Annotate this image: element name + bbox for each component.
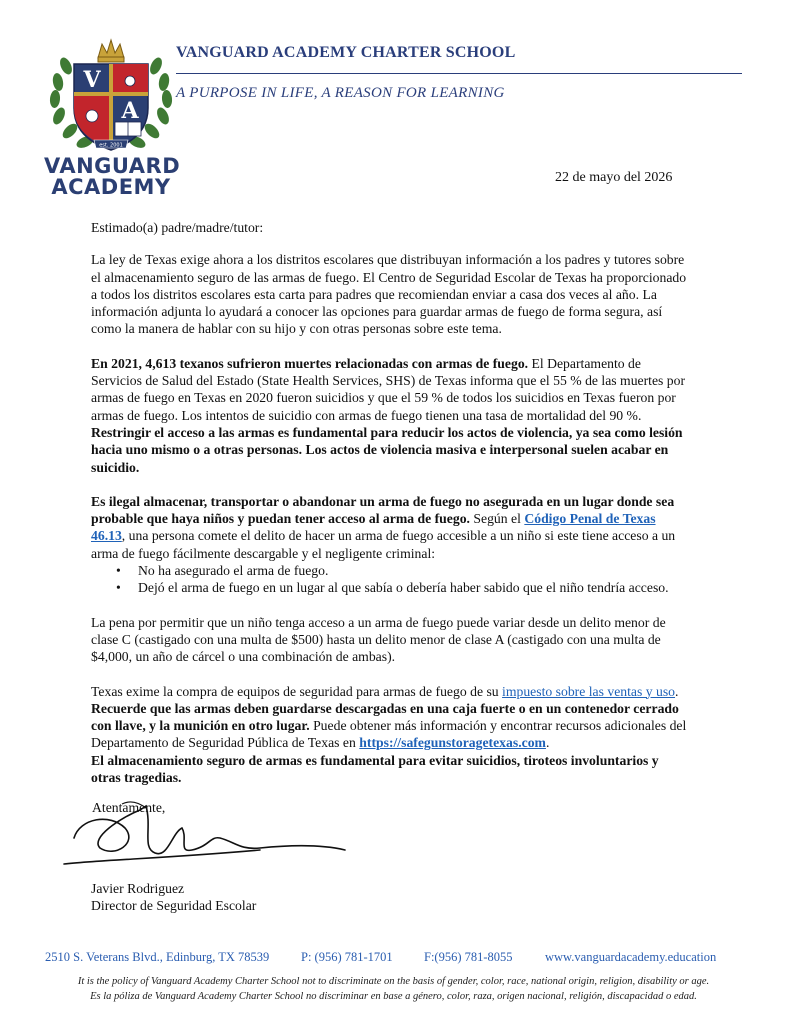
school-name: VANGUARD ACADEMY CHARTER SCHOOL [176,44,516,61]
greeting: Estimado(a) padre/madre/tutor: [91,220,264,235]
crown-icon [98,40,124,62]
resources-pre-link: Texas exime la compra de equipos de seguridad para armas de fuego de su [91,683,503,699]
paragraph-intro: La ley de Texas exige ahora a los distritos escolares que distribuyan información a los padres y tutores sobre el almacenamiento seguro de las armas de fuego. El Centro de Seguridad Escolar de Texas ha proporcionado a todos los distritos escolares esta carta para padres que recomiendan enviar a casa dos veces al año. La información adjunta lo ayudará a conocer las opciones para guardar armas de fuego de forma segura, así como la manera de hablar con su hijo y con otras personas sobre este tema. [91,252,687,337]
logo-wordmark-line2: ACADEMY [51,175,171,199]
paragraph-statistics [91,355,691,476]
closing-salutation: Atentamente, [92,800,166,815]
crest-letter-a: A [121,98,139,124]
footer-address: 2510 S. Veterans Blvd., Edinburg, TX 78539 [45,950,270,964]
law-pre-link: Según el [469,511,525,527]
safe-storage-url-link[interactable]: https://safegunstoragetexas.com [359,735,546,751]
paragraph-law [91,493,691,562]
resources-post-link: . [675,683,679,699]
crest-icon [44,36,178,156]
statistics-lead: En 2021, 4,613 texanos sufrieron muertes relacionadas con armas de fuego. [91,355,529,371]
nondiscrimination-policy-es: Es la póliza de Vanguard Academy Charter School no discriminar en base a género, color, raza, origen nacional, religión, discapacidad o edad. [90,991,697,1002]
signer-title: Director de Seguridad Escolar [91,898,257,913]
established-label: est. 2001 [99,142,123,149]
closing-emphasis: El almacenamiento seguro de armas es fundamental para evitar suicidios, tiroteos involuntarios y otras tragedias. [91,752,659,786]
signer [91,880,256,914]
crest-letter-v: V [83,67,101,93]
header-divider [176,73,742,74]
logo-wordmark-line1: VANGUARD [44,154,181,178]
law-lead: Es ilegal almacenar, transportar o abandonar un arma de fuego no asegurada en un lugar donde sea probable que haya niños y puedan tener acceso al arma de fuego. [91,493,675,527]
footer-phone: P: (956) 781-1701 [301,950,393,964]
law-post-link: , una persona comete el delito de hacer un arma de fuego accesible a un niño si este tiene acceso a un arma de fuego fácilmente descargable y el negligente criminal: [91,528,676,561]
footer-fax: F:(956) 781-8055 [424,950,513,964]
list-item: • No ha asegurado el arma de fuego. [138,562,691,579]
statistics-body: El Departamento de Servicios de Salud del Estado (State Health Services, SHS) de Texas informa que el 55 % de las muertes por armas de fuego en Texas en 2020 fueron suicidios y que el 59 % de todos los suicidios en Texas fueron por armas de fuego. Los intentos de suicidio con armas de fuego tienen una tasa de mortalidad del 90 %. [91,355,686,423]
paragraph-penalty: La pena por permitir que un niño tenga acceso a un arma de fuego puede variar desde un delito menor de clase C (castigado con una multa de $500) hasta un delito menor de clase A (castigado con una multa de $4,000, un año de cárcel o una combinación de ambas). [91,614,666,665]
letter-body [91,219,691,803]
resources-after-url: . [545,735,550,751]
letter-date: 22 de mayo del 2026 [555,170,673,185]
footer-website[interactable]: www.vanguardacademy.education [545,950,717,964]
nondiscrimination-policy-en: It is the policy of Vanguard Academy Charter School not to discriminate on the basis of gender, color, race, national origin, religion, disability or age. [77,976,710,987]
school-logo [44,36,181,199]
paragraph-resources [91,683,691,787]
law-conditions-list [91,562,691,597]
signature-image [60,798,380,878]
penal-code-link[interactable]: Código Penal de Texas 46.13 [91,511,656,544]
signer-name: Javier Rodriguez [91,881,185,896]
resources-body: Puede obtener más información y encontrar recursos adicionales del Departamento de Seguridad Pública de Texas en [91,718,687,751]
list-item: • Dejó el arma de fuego en un lugar al que sabía o debería haber sabido que el niño tendría acceso. [138,579,691,596]
sales-tax-link[interactable]: impuesto sobre las ventas y uso [502,683,676,699]
school-motto: A PURPOSE IN LIFE, A REASON FOR LEARNING [176,85,505,101]
storage-reminder: Recuerde que las armas deben guardarse descargadas en una caja fuerte o en un contenedor cerrado con llave, y la munición en otro lugar. [91,700,679,734]
statistics-emphasis: Restringir el acceso a las armas es fundamental para reducir los actos de violencia, ya sea como lesión hacia uno mismo o a otras personas. Los actos de violencia masiva e interpersonal suelen acabar en suicidio. [91,424,683,475]
